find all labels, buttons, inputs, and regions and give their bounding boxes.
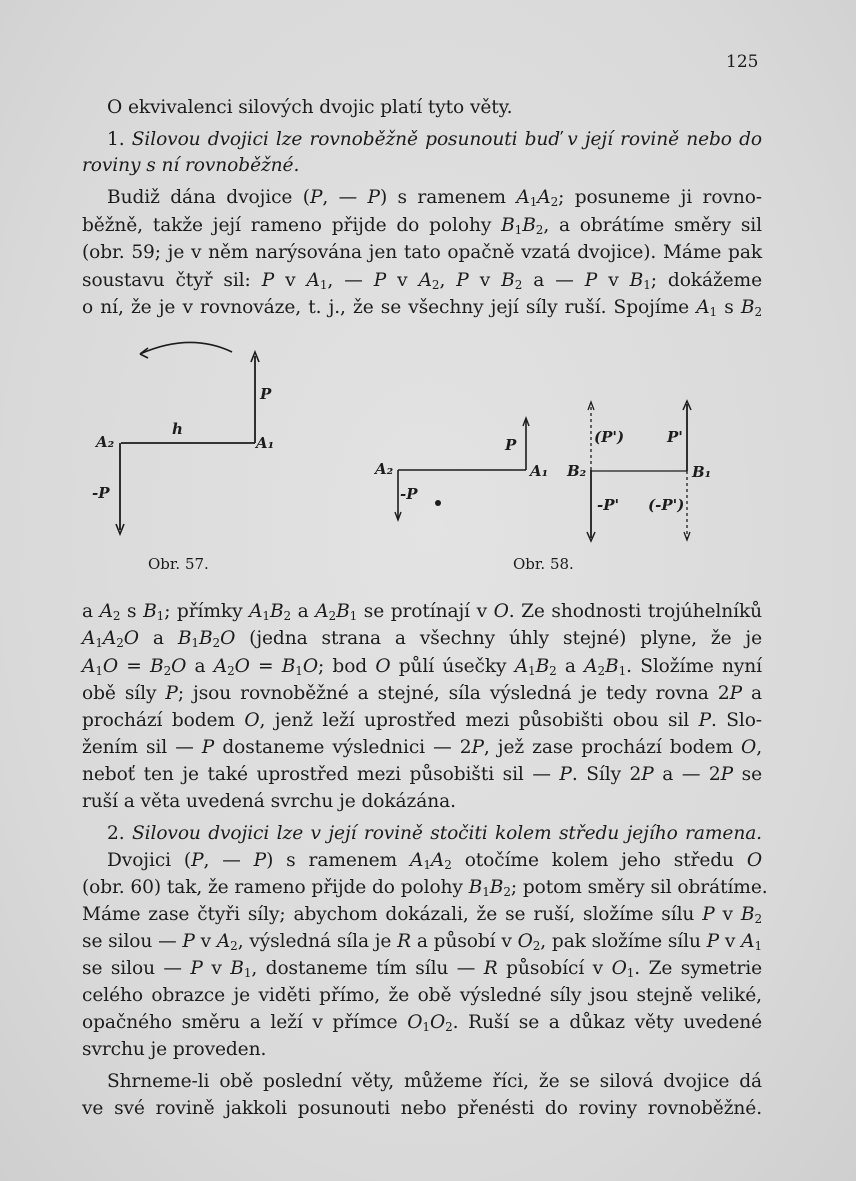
fig58-label-Pprime: P' — [667, 428, 683, 446]
text-line: prochází bodem O, jenž leží uprostřed mezi působišti obou sil P. Slo- — [82, 710, 762, 731]
text-line: Máme zase čtyři síly; abychom dokázali, že se ruší, složíme sílu P v $B_2$ — [82, 904, 762, 926]
fig58-label-minusPprime: -P' — [597, 496, 620, 514]
text-line: o ní, že je v rovnováze, t. j., že se všechny její síly ruší. Spojíme $A_1$ s $B_2$ — [82, 297, 762, 319]
text-line: O ekvivalenci silových dvojic platí tyto věty. — [107, 97, 513, 118]
point-O-dot — [435, 500, 441, 506]
theorem-1-line: roviny s ní rovnoběžné. — [82, 155, 300, 176]
fig58-caption: Obr. 58. — [513, 555, 574, 573]
text-line: žením sil — P dostaneme výslednici — 2P, jež zase prochází bodem O, — [82, 737, 762, 758]
text-line: opačného směru a leží v přímce $O_1O_2$. Ruší se a důkaz věty uvedené — [82, 1012, 762, 1034]
theorem-2-line: 2. Silovou dvojici lze v její rovině stočiti kolem středu jejího ramena. — [107, 823, 762, 844]
text-line: Shrneme-li obě poslední věty, můžeme říci, že se silová dvojice dá — [107, 1071, 762, 1092]
text-line: Budiž dána dvojice (P, — P) s ramenem $A_1A_2$; posuneme ji rovno- — [107, 187, 762, 209]
text-line: neboť ten je také uprostřed mezi působišti sil — P. Síly 2P a — 2P se — [82, 764, 763, 785]
fig58-label-A1: A₁ — [530, 462, 549, 480]
text-line: ve své rovině jakkoli posunouti nebo přenésti do roviny rovnoběžné. — [82, 1098, 762, 1119]
figure-57-diagram — [90, 330, 310, 560]
fig58-label-P: P — [505, 436, 517, 454]
fig58-label-B1: B₁ — [692, 463, 712, 481]
text-line: obě síly P; jsou rovnoběžné a stejné, síla výsledná je tedy rovna 2P a — [82, 683, 763, 704]
fig58-label-A2: A₂ — [375, 460, 394, 478]
text-line: celého obrazce je viděti přímo, že obě výsledné síly jsou stejně veliké, — [82, 985, 762, 1006]
fig57-caption: Obr. 57. — [148, 555, 209, 573]
text-line: běžně, takže její rameno přijde do polohy $B_1B_2$, a obrátíme směry sil — [82, 215, 762, 237]
text-line: se silou — P v $A_2$, výsledná síla je R a působí v $O_2$, pak složíme sílu P v $A_1$ — [82, 931, 762, 953]
text-line: (obr. 60) tak, že rameno přijde do polohy $B_1B_2$; potom směry sil obrátíme. — [82, 877, 768, 899]
text-line: (obr. 59; je v něm narýsována jen tato opačně vzatá dvojice). Máme pak — [82, 242, 762, 263]
text-line: svrchu je proveden. — [82, 1039, 267, 1060]
fig57-label-P: P — [260, 385, 272, 403]
fig57-label-A2: A₂ — [96, 433, 115, 451]
fig58-label-Pprime-paren: (P') — [594, 428, 625, 446]
text-line: se silou — P v $B_1$, dostaneme tím sílu — R působící v $O_1$. Ze symetrie — [82, 958, 762, 980]
text-line: soustavu čtyř sil: P v $A_1$, — P v $A_2$, P v $B_2$ a — P v $B_1$; dokážeme — [82, 270, 762, 292]
fig58-label-B2: B₂ — [567, 462, 587, 480]
rotation-arrow-icon — [140, 342, 232, 354]
fig58-label-minusP: -P — [400, 485, 418, 503]
fig57-label-minusP: -P — [92, 484, 110, 502]
fig58-label-minusPprime-paren: (-P') — [648, 496, 685, 514]
text-line: a $A_2$ s $B_1$; přímky $A_1B_2$ a $A_2B_1$ se protínají v O. Ze shodnosti trojúhelníků — [82, 601, 763, 623]
text-line: $A_1A_2O$ a $B_1B_2O$ (jedna strana a všechny úhly stejné) plyne, že je — [82, 628, 762, 650]
theorem-1-line: 1. Silovou dvojici lze rovnoběžně posunouti buď v její rovině nebo do — [107, 129, 762, 150]
text-line: ruší a věta uvedená svrchu je dokázána. — [82, 791, 456, 812]
fig57-label-A1: A₁ — [256, 434, 275, 452]
page-number: 125 — [726, 52, 759, 72]
text-line: Dvojici (P, — P) s ramenem $A_1A_2$ otočíme kolem jeho středu O — [107, 850, 762, 872]
text-line: $A_1O = B_2O$ a $A_2O = B_1O$; bod O půlí úsečky $A_1B_2$ a $A_2B_1$. Složíme nyní — [82, 656, 762, 678]
fig57-label-h: h — [172, 420, 183, 438]
